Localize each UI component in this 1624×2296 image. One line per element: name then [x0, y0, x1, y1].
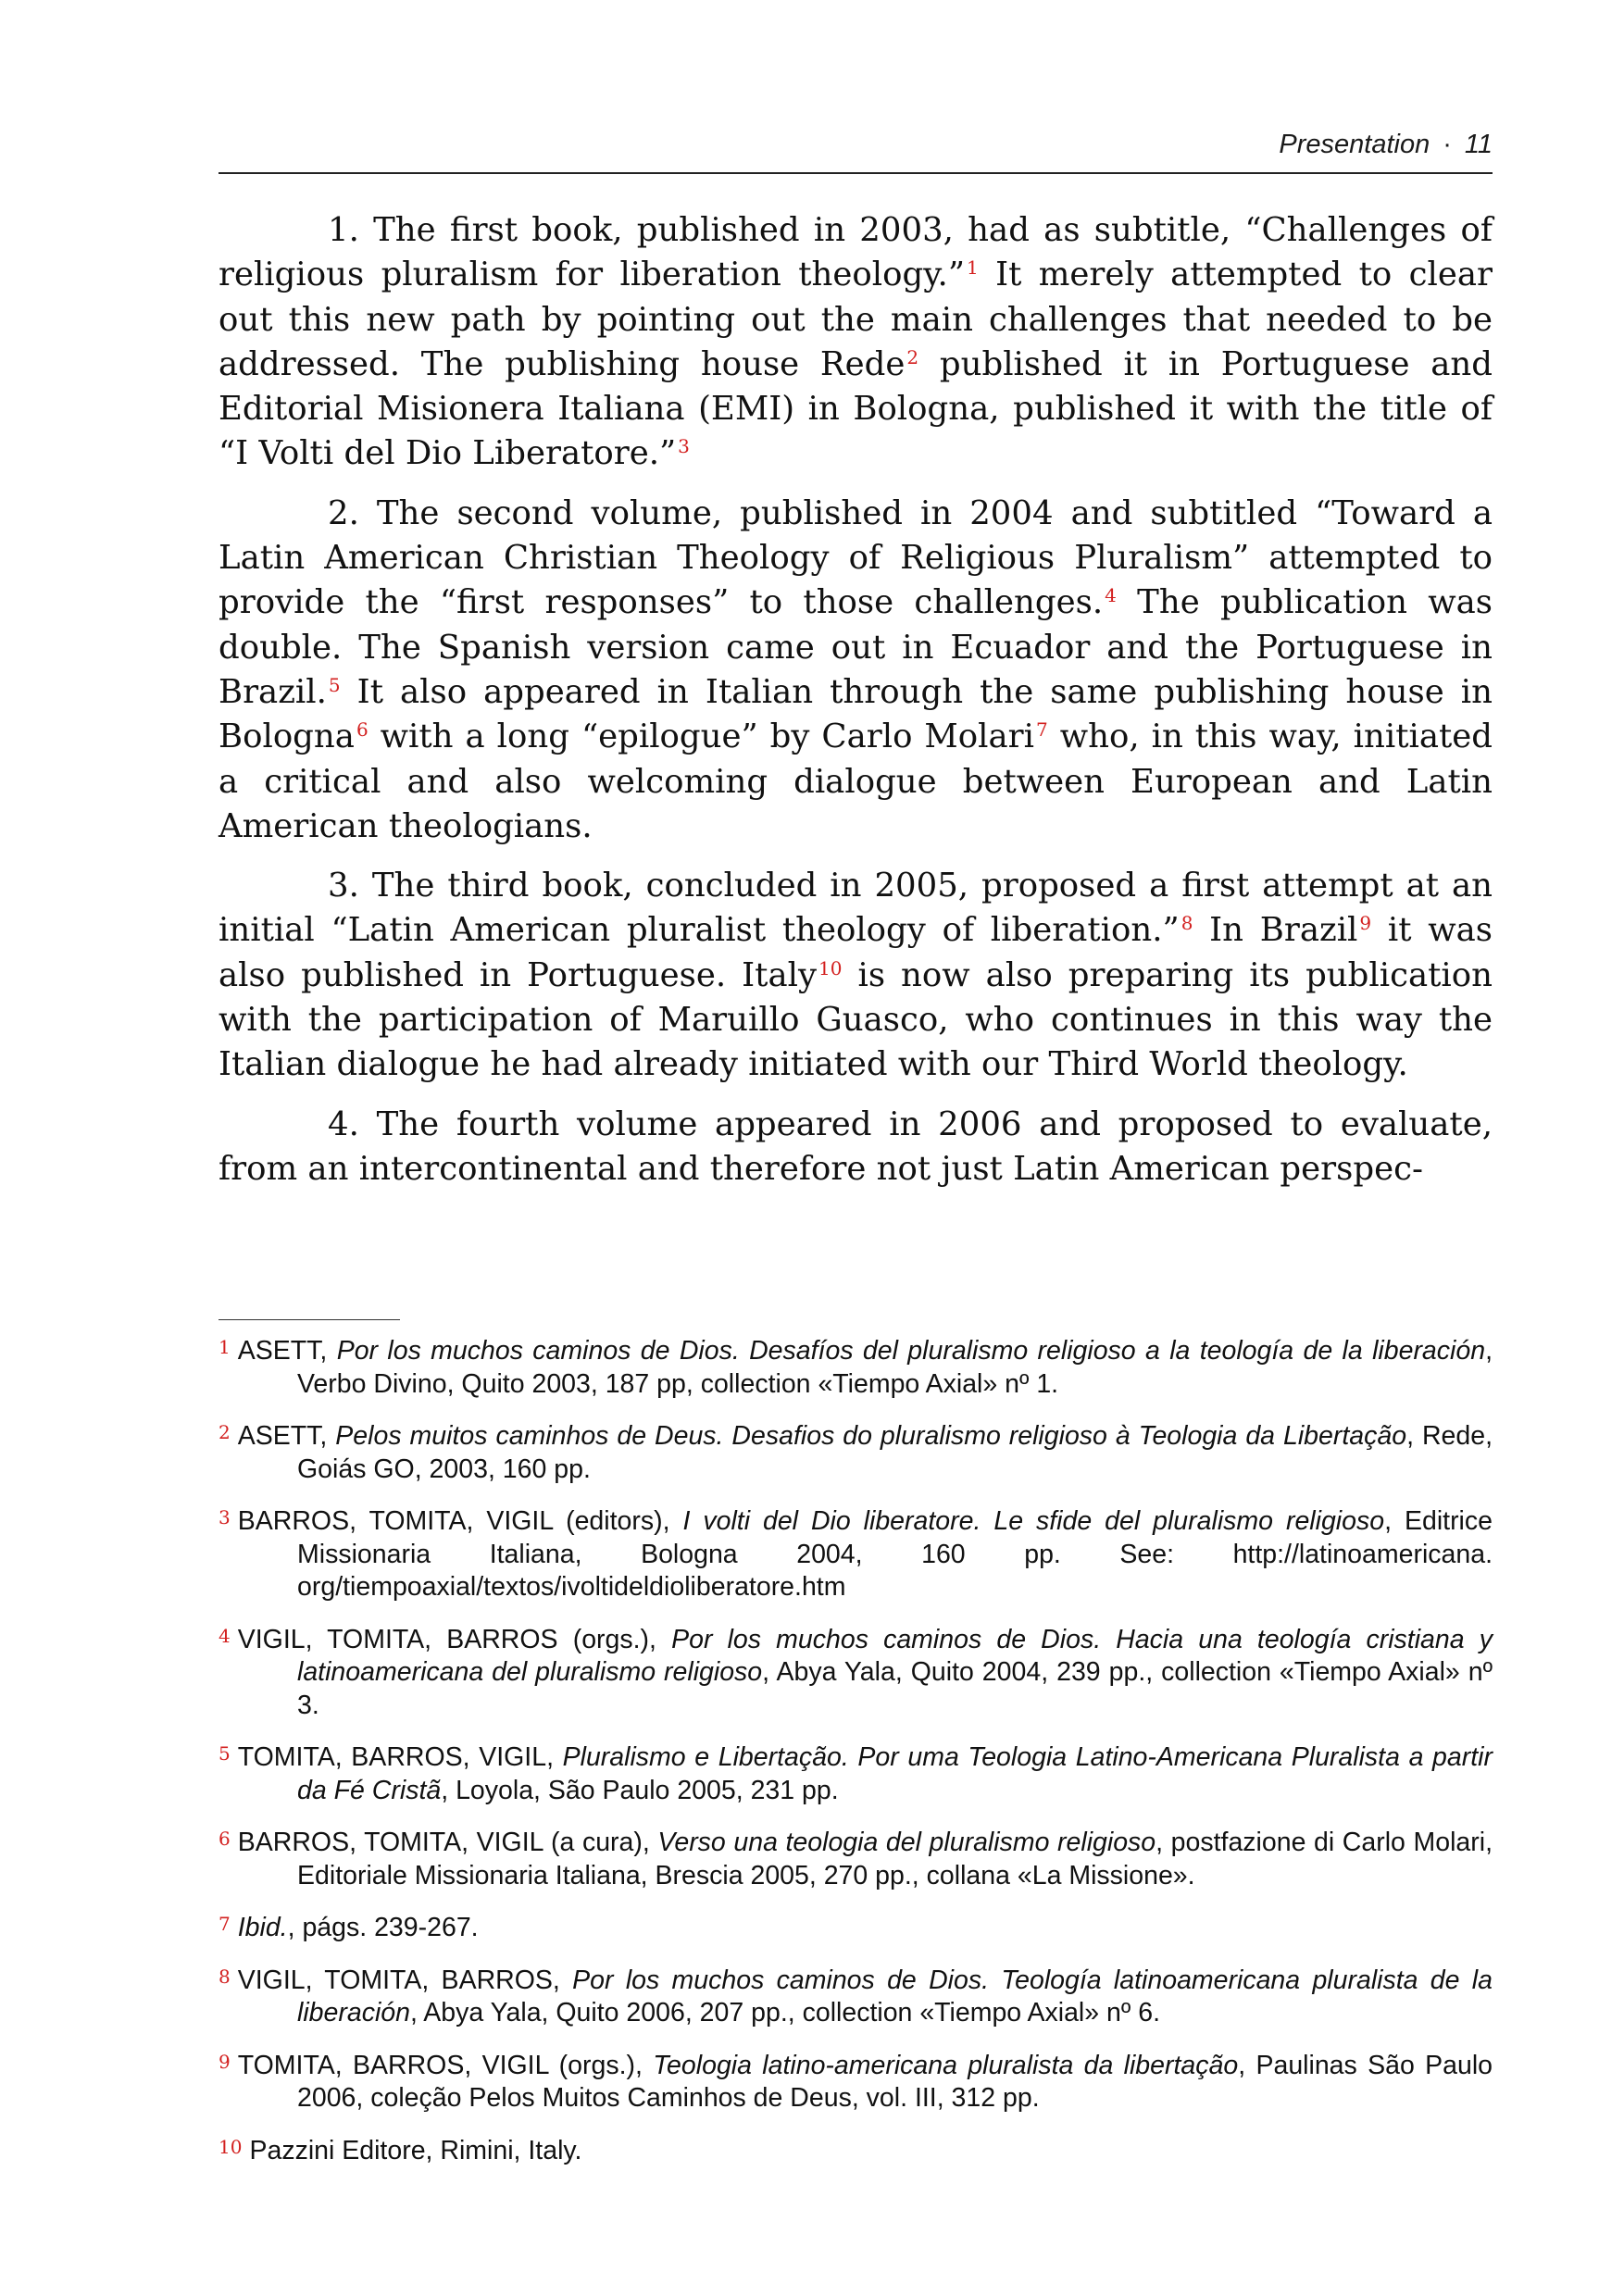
- body-paragraph: [219, 208, 1493, 477]
- footnote-reference[interactable]: 7: [1036, 718, 1048, 742]
- paragraph-text: published it in Portuguese and Editorial Misionera Italiana (EMI) in Bologna, published it with the title of “I Volti del Dio Liberatore.”: [219, 344, 1493, 473]
- footnote-text: , págs. 239-267.: [287, 1913, 479, 1942]
- footnote-reference[interactable]: 5: [328, 673, 341, 696]
- footnote-reference[interactable]: 6: [356, 718, 369, 742]
- footnote-reference[interactable]: 8: [1181, 912, 1193, 935]
- paragraph-text: it was also published in Portuguese. Italy: [219, 911, 1493, 994]
- footnote-reference[interactable]: 1: [966, 256, 979, 280]
- footnote-text: , Abya Yala, Quito 2004, 239 pp., collection «Tiempo Axial» nº 3.: [297, 1657, 1493, 1720]
- footnote-reference[interactable]: 3: [678, 435, 690, 458]
- footnote-text: BARROS, TOMITA, VIGIL (editors),: [237, 1506, 683, 1536]
- footnote-title: Pluralismo e Libertação. Por uma Teologia Latino-Americana Pluralista a partir da Fé Cristã: [297, 1742, 1493, 1805]
- footnote: [219, 1416, 1493, 1486]
- footnote-text: , Loyola, São Paulo 2005, 231 pp.: [441, 1775, 839, 1805]
- footnote-number: 3: [219, 1506, 231, 1529]
- footnote-title: Por los muchos caminos de Dios. Teología latinoamericana pluralista de la liberación: [297, 1965, 1493, 2028]
- footnote-text: , Verbo Divino, Quito 2003, 187 pp, collection «Tiempo Axial» nº 1.: [297, 1336, 1493, 1399]
- footnote: [219, 1620, 1493, 1723]
- footnote-text: BARROS, TOMITA, VIGIL (a cura),: [237, 1828, 658, 1857]
- footnote-reference[interactable]: 9: [1359, 912, 1372, 935]
- body-text: [219, 208, 1493, 1206]
- footnote: [219, 1331, 1493, 1401]
- footnote-text: Pazzini Editore, Rimini, Italy.: [249, 2135, 582, 2165]
- running-head-separator: ·: [1443, 130, 1452, 159]
- paragraph-text: 1. The first book, published in 2003, had as subtitle, “Challenges of religious pluralism for liberation theology.”: [219, 211, 1493, 294]
- body-paragraph: [219, 1103, 1493, 1192]
- paragraph-text: It merely attempted to clear out this new path by pointing out the main challenges that needed to be addressed. The publishing house Rede: [219, 256, 1493, 383]
- body-paragraph: [219, 864, 1493, 1087]
- paragraph-text: In Brazil: [1193, 911, 1358, 950]
- footnote-number: 10: [219, 2135, 243, 2158]
- footnote-separator: [219, 1319, 400, 1320]
- footnote-number: 5: [219, 1742, 231, 1765]
- footnote-number: 2: [219, 1421, 231, 1443]
- paragraph-text: The publication was double. The Spanish version came out in Ecuador and the Portuguese in Brazil.: [219, 583, 1493, 711]
- footnote-text: TOMITA, BARROS, VIGIL,: [237, 1742, 563, 1772]
- footnote-title: Pelos muitos caminhos de Deus. Desafios do pluralismo religioso à Teologia da Libertação: [335, 1421, 1407, 1451]
- footnote-text: , Editrice Missionaria Italiana, Bologna 2004, 160 pp. See: http://latinoamericana.​org/tiempoaxial/textos/ivoltideldioliberatore.htm: [297, 1506, 1493, 1602]
- footnote-title: Por los muchos caminos de Dios. Desafíos del pluralismo religioso a la teología de la liberación: [336, 1336, 1486, 1366]
- footnote-text: , Rede, Goiás GO, 2003, 160 pp.: [297, 1421, 1493, 1484]
- paragraph-text: 4. The fourth volume appeared in 2006 and proposed to evaluate, from an intercontinental and therefore not just Latin American perspec-: [219, 1104, 1493, 1188]
- footnote: [219, 1961, 1493, 2030]
- paragraph-text: is now also preparing its publication with the participation of Maruillo Guasco, who continues in this way the Italian dialogue he had already initiated with our Third World theology.: [219, 955, 1493, 1084]
- paragraph-text: 2. The second volume, published in 2004 and subtitled “Toward a Latin American Christian Theology of Religious Pluralism” attempted to provide the “first responses” to those challenges.: [219, 493, 1493, 622]
- footnote-reference[interactable]: 2: [906, 345, 919, 368]
- footnote: [219, 2131, 1493, 2168]
- paragraph-text: who, in this way, initiated a critical and also welcoming dialogue between European and Latin American theologians.: [219, 718, 1493, 845]
- footnote-number: 9: [219, 2050, 231, 2073]
- body-paragraph: [219, 492, 1493, 849]
- running-head-section: Presentation: [1279, 130, 1430, 159]
- footnote: [219, 1823, 1493, 1892]
- footnote-number: 1: [219, 1336, 231, 1358]
- footnote-reference[interactable]: 10: [818, 956, 843, 980]
- footnote-number: 4: [219, 1624, 231, 1647]
- footnotes: [219, 1331, 1493, 2183]
- paragraph-text: 3. The third book, concluded in 2005, proposed a first attempt at an initial “Latin American pluralist theology of liberation.”: [219, 867, 1493, 950]
- footnote-text: , postfazione di Carlo Molari, Editoriale Missionaria Italiana, Brescia 2005, 270 pp., collana «La Missione».: [297, 1828, 1493, 1890]
- footnote-text: , Abya Yala, Quito 2006, 207 pp., collection «Tiempo Axial» nº 6.: [410, 1998, 1160, 2028]
- footnote-text: VIGIL, TOMITA, BARROS (orgs.),: [237, 1624, 672, 1654]
- footnote-number: 7: [219, 1913, 231, 1935]
- paragraph-text: It also appeared in Italian through the same publishing house in Bologna: [219, 672, 1493, 756]
- running-head: [219, 130, 1493, 160]
- footnote-title: Por los muchos caminos de Dios. Hacia una teología cristiana y latinoamericana del pluralismo religioso: [297, 1624, 1493, 1687]
- footnote-number: 6: [219, 1828, 231, 1850]
- footnote-text: ASETT,: [237, 1421, 336, 1451]
- footnote: [219, 1502, 1493, 1604]
- paragraph-text: with a long “epilogue” by Carlo Molari: [368, 718, 1034, 756]
- footnote-text: VIGIL, TOMITA, BARROS,: [237, 1965, 573, 1995]
- footnote-text: ASETT,: [237, 1336, 337, 1366]
- footnote-title: Teologia latino-americana pluralista da libertação: [653, 2050, 1239, 2080]
- footnote: [219, 1738, 1493, 1807]
- footnote-text: , Paulinas São Paulo 2006, coleção Pelos Muitos Caminhos de Deus, vol. III, 312 pp.: [297, 2050, 1493, 2113]
- page-number: 11: [1464, 130, 1493, 159]
- footnote-number: 8: [219, 1965, 231, 1988]
- header-rule: [219, 172, 1493, 174]
- footnote-title: I volti del Dio liberatore. Le sfide del pluralismo religioso: [682, 1506, 1385, 1536]
- footnote: [219, 2046, 1493, 2115]
- footnote-reference[interactable]: 4: [1105, 584, 1117, 607]
- footnote-title: Verso una teologia del pluralismo religioso: [657, 1828, 1156, 1857]
- footnote-text: TOMITA, BARROS, VIGIL (orgs.),: [237, 2050, 654, 2080]
- footnote-title: Ibid.: [237, 1913, 288, 1942]
- footnote: [219, 1908, 1493, 1945]
